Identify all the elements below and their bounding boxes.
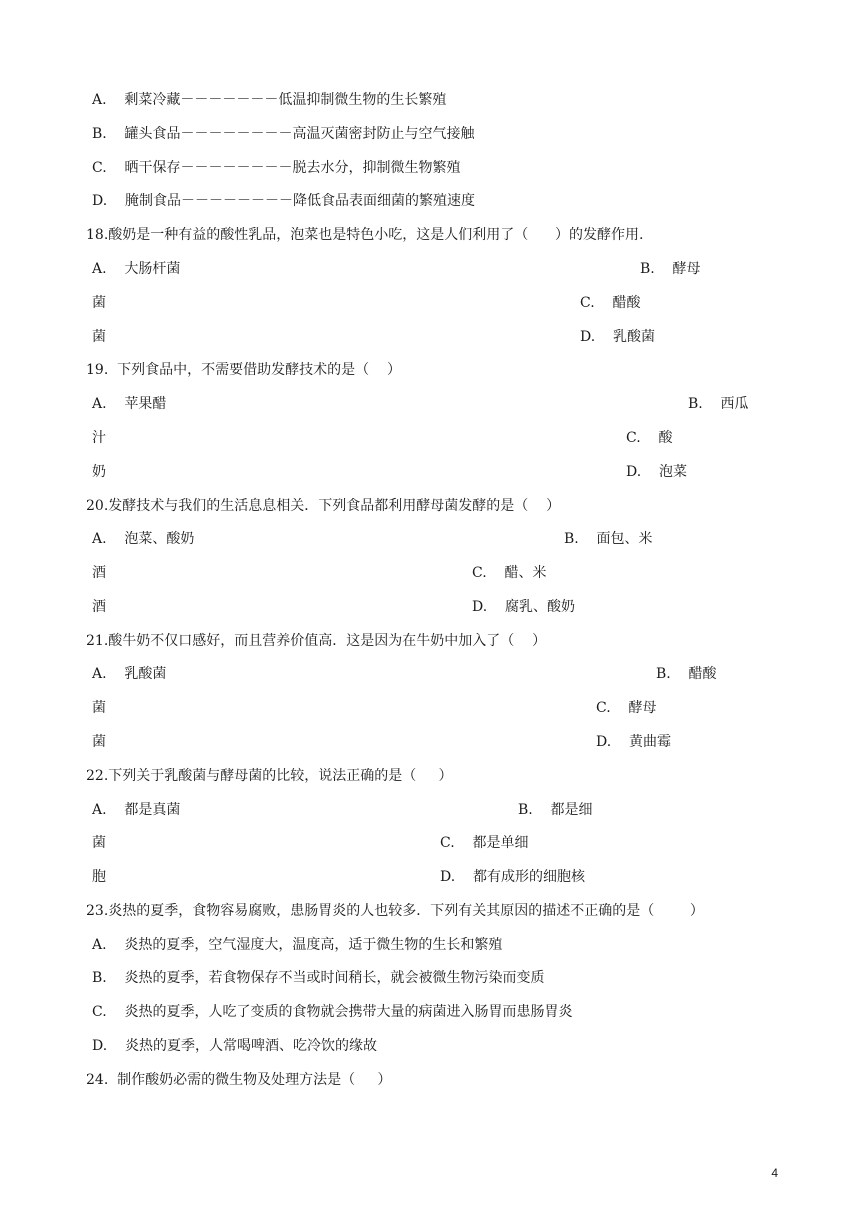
- q21-wrap-1: 菌: [92, 700, 106, 716]
- q20-option-b: B. 面包、米: [564, 531, 653, 547]
- q19-wrap-2: 奶: [92, 464, 106, 480]
- q20-stem: 20.发酵技术与我们的生活息息相关．下列食品都利用酵母菌发酵的是（ ）: [86, 498, 561, 514]
- q21-wrap-2: 菌: [92, 734, 106, 750]
- q24-stem: 24. 制作酸奶必需的微生物及处理方法是（ ）: [86, 1072, 392, 1088]
- q19-option-b: B. 西瓜: [688, 396, 749, 412]
- q22-option-a: A. 都是真菌: [92, 802, 181, 818]
- q22-option-b: B. 都是细: [518, 802, 593, 818]
- q19-option-d: D. 泡菜: [626, 464, 687, 480]
- q17-option-b: B. 罐头食品－－－－－－－－高温灭菌密封防止与空气接触: [92, 126, 475, 142]
- q20-wrap-2: 酒: [92, 599, 106, 615]
- q18-option-a: A. 大肠杆菌: [92, 261, 181, 277]
- q20-option-c: C. 醋、米: [472, 565, 547, 581]
- q17-option-d: D. 腌制食品－－－－－－－－降低食品表面细菌的繁殖速度: [92, 193, 475, 209]
- q17-option-a: A. 剩菜冷藏－－－－－－－低温抑制微生物的生长繁殖: [92, 92, 447, 108]
- q17-option-c: C. 晒干保存－－－－－－－－脱去水分，抑制微生物繁殖: [92, 160, 461, 176]
- q19-wrap-1: 汁: [92, 430, 106, 446]
- q23-option-c: C. 炎热的夏季，人吃了变质的食物就会携带大量的病菌进入肠胃而患肠胃炎: [92, 1004, 573, 1020]
- q22-stem: 22.下列关于乳酸菌与酵母菌的比较，说法正确的是（ ）: [86, 768, 453, 784]
- q20-wrap-1: 酒: [92, 565, 106, 581]
- q23-option-a: A. 炎热的夏季，空气湿度大，温度高，适于微生物的生长和繁殖: [92, 937, 503, 953]
- q18-wrap-2: 菌: [92, 329, 106, 345]
- q18-option-d: D. 乳酸菌: [580, 329, 655, 345]
- q21-option-b: B. 醋酸: [656, 666, 717, 682]
- page-number: 4: [771, 1166, 778, 1180]
- q23-option-b: B. 炎热的夏季，若食物保存不当或时间稍长，就会被微生物污染而变质: [92, 970, 545, 986]
- q19-option-c: C. 酸: [626, 430, 673, 446]
- q21-option-c: C. 酵母: [596, 700, 657, 716]
- q19-option-a: A. 苹果醋: [92, 396, 167, 412]
- q22-wrap-2: 胞: [92, 869, 106, 885]
- q18-option-c: C. 醋酸: [580, 295, 641, 311]
- q23-stem: 23.炎热的夏季，食物容易腐败，患肠胃炎的人也较多．下列有关其原因的描述不正确的是（ ）: [86, 903, 704, 919]
- q18-stem: 18.酸奶是一种有益的酸性乳品，泡菜也是特色小吃，这是人们利用了（ ）的发酵作用.: [86, 227, 644, 243]
- q21-stem: 21.酸牛奶不仅口感好，而且营养价值高．这是因为在牛奶中加入了（ ）: [86, 633, 547, 649]
- q21-option-a: A. 乳酸菌: [92, 666, 167, 682]
- q19-stem: 19. 下列食品中，不需要借助发酵技术的是（ ）: [86, 362, 401, 378]
- q21-option-d: D. 黄曲霉: [596, 734, 671, 750]
- q20-option-d: D. 腐乳、酸奶: [472, 599, 575, 615]
- q22-option-d: D. 都有成形的细胞核: [440, 869, 585, 885]
- q22-option-c: C. 都是单细: [440, 835, 529, 851]
- q23-option-d: D. 炎热的夏季，人常喝啤酒、吃冷饮的缘故: [92, 1038, 377, 1054]
- q18-wrap-1: 菌: [92, 295, 106, 311]
- q22-wrap-1: 菌: [92, 835, 106, 851]
- q18-option-b: B. 酵母: [640, 261, 701, 277]
- q20-option-a: A. 泡菜、酸奶: [92, 531, 195, 547]
